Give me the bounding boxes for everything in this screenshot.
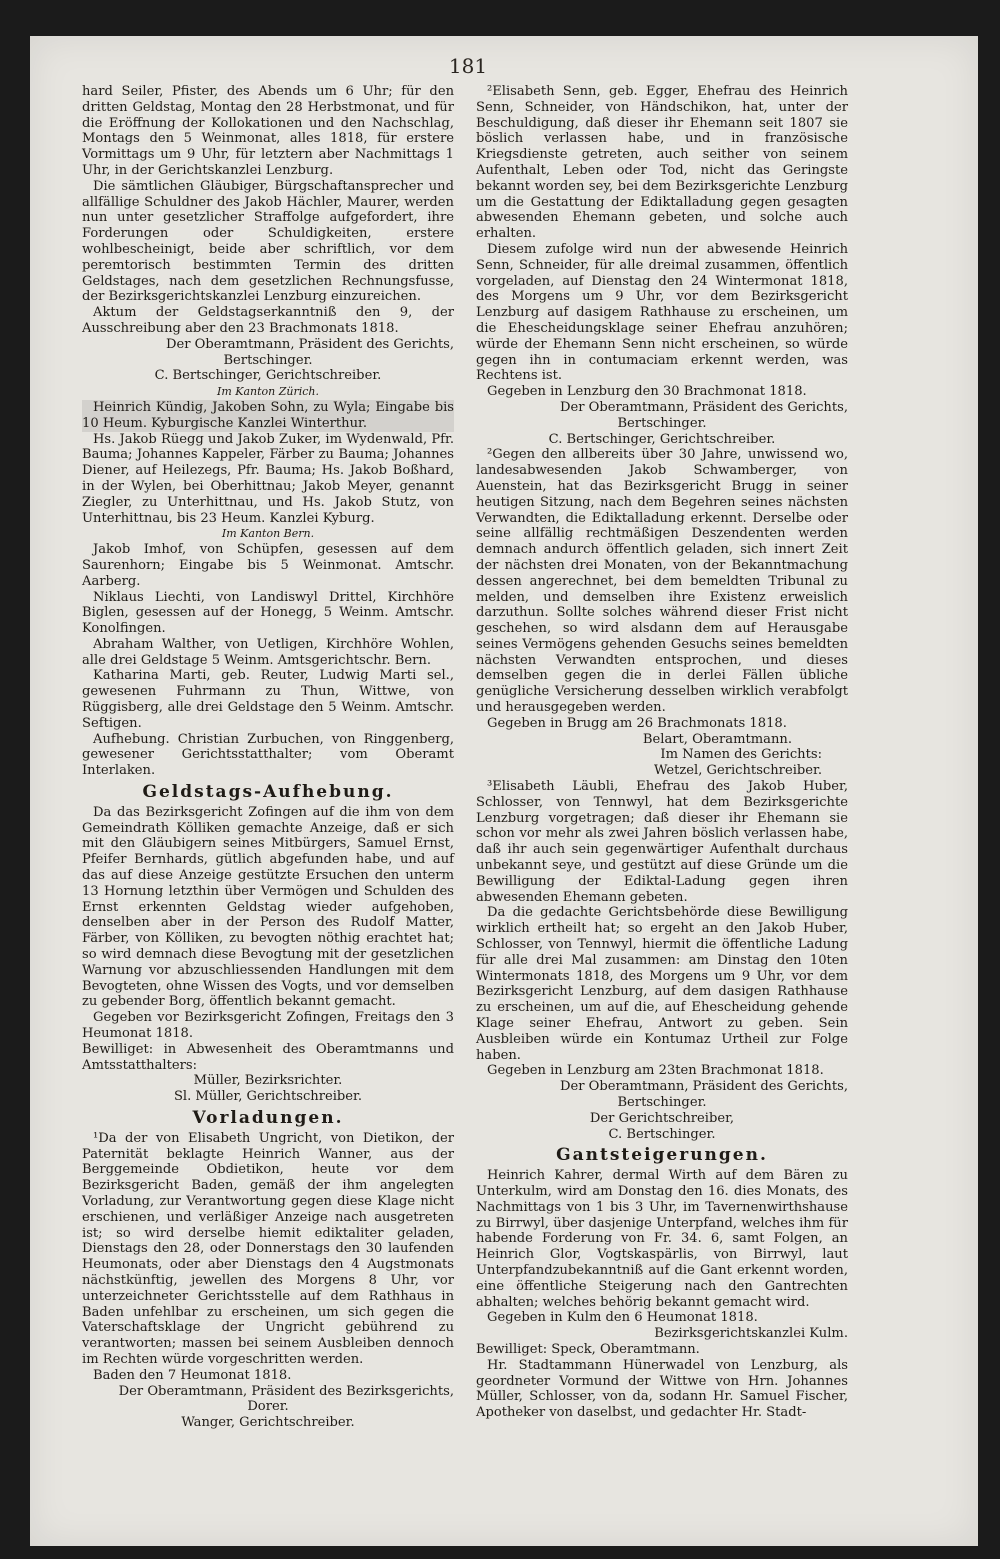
text-paragraph: Im Kanton Zürich.	[216, 385, 319, 399]
section-heading: Geldstags-Aufhebung.	[142, 782, 394, 803]
text-paragraph: Der Oberamtmann, Präsident des Gerichts,	[559, 1079, 848, 1095]
text-paragraph: Wetzel, Gerichtschreiber.	[653, 763, 822, 779]
text-paragraph: Der Gerichtschreiber,	[589, 1110, 735, 1126]
text-paragraph: C. Bertschinger, Gerichtschreiber.	[154, 368, 382, 384]
text-paragraph: Heinrich Kahrer, dermal Wirth auf dem Bären zu Unterkulm, wird am Donstag den 16. dies Monats, des Nachmittags von 1 bis 3 Uhr, im Tavernenwirthshause zu Birrwyl, über dasjenige Unterpfand, welches ihm für habende Forderung von Fr. 34. 6, samt Folgen, an Heinrich Glor, Vogtskaspärlis, von Birrwyl, laut Unterpfandzubekanntniß auf die Gant erkennt worden, eine öffentliche Steigerung nach den Gantrechten abhalten; welches behörig bekannt gemacht wird.	[476, 1168, 848, 1310]
text-paragraph: Müller, Bezirksrichter.	[193, 1073, 343, 1089]
page-number: 181	[448, 54, 488, 78]
text-paragraph: Gegeben in Lenzburg den 30 Brachmonat 1818.	[487, 384, 807, 400]
text-paragraph: ²Elisabeth Senn, geb. Egger, Ehefrau des Heinrich Senn, Schneider, von Händschikon, hat, unter der Beschuldigung, daß dieser ihr Ehemann seit 1807 sie böslich verlassen habe, und in französische Kriegsdienste getreten, auch seither von seinem Aufenthalt, Leben oder Tod, nicht das Geringste bekannt worden sey, bei dem Bezirksgerichte Lenzburg um die Gestattung der Ediktalladung gegen gesagten abwesenden Ehemann gebeten, und solche auch erhalten.	[476, 84, 848, 242]
text-paragraph: Belart, Oberamtmann.	[642, 731, 792, 747]
text-paragraph: Niklaus Liechti, von Landiswyl Drittel, Kirchhöre Biglen, gesessen auf der Honegg, 5 Weinm. Amtschr. Konolfingen.	[82, 589, 454, 637]
text-paragraph: C. Bertschinger, Gerichtschreiber.	[548, 431, 776, 447]
text-paragraph: Der Oberamtmann, Präsident des Gerichts,	[559, 399, 848, 415]
text-paragraph: Da die gedachte Gerichtsbehörde diese Bewilligung wirklich ertheilt hat; so ergeht an den Jakob Huber, Schlosser, von Tennwyl, hiermit die öffentliche Ladung für alle drei Mal zusammen: am Dinstag den 10ten Wintermonats 1818, des Morgens um 9 Uhr, vor dem Bezirksgericht Lenzburg, auf dem dasigen Rathhause zu erscheinen, um auf die, auf Ehescheidung gehende Klage seiner Ehefrau, Antwort zu geben. Sein Ausbleiben würde ein Kontumaz Urtheil zur Folge haben.	[476, 905, 848, 1063]
text-paragraph: ¹Da der von Elisabeth Ungricht, von Dietikon, der Paternität beklagte Heinrich Wanner, aus der Berggemeinde Obdietikon, heute vor dem Bezirksgericht Baden, gemäß der ihm angelegten Vorladung, zur Verantwortung gegen diese Klage nicht erschienen, und verläßiger Anzeige nach ausgetreten ist; so wird derselbe hiemit ediktaliter geladen, Dienstags den 28, oder Donnerstags den 30 laufenden Heumonats, oder aber Dienstags den 4 Augstmonats nächstkünftig, jewellen des Morgens 8 Uhr, vor unterzeichneter Gerichtsstelle auf dem Rathhaus in Baden unfehlbar zu erscheinen, um sich gegen die Vaterschaftsklage der Ungricht gebührend zu verantworten; massen bei seinem Ausbleiben dennoch im Rechten würde vorgeschritten werden.	[82, 1130, 454, 1367]
text-paragraph: Aufhebung. Christian Zurbuchen, von Ringgenberg, gewesener Gerichtsstatthalter; vom Oberamt Interlaken.	[82, 731, 454, 779]
text-paragraph: Aktum der Geldstagserkanntniß den 9, der Ausschreibung aber den 23 Brachmonats 1818.	[82, 305, 454, 336]
text-paragraph: Bertschinger.	[617, 1095, 707, 1110]
section-heading: Gantsteigerungen.	[556, 1145, 768, 1166]
text-paragraph: Bewilliget: Speck, Oberamtmann.	[476, 1341, 700, 1357]
text-paragraph: Heinrich Kündig, Jakoben Sohn, zu Wyla; Eingabe bis 10 Heum. Kyburgische Kanzlei Winterthur.	[82, 399, 454, 431]
text-paragraph: ²Gegen den allbereits über 30 Jahre, unwissend wo, landesabwesenden Jakob Schwamberger, von Auenstein, hat das Bezirksgericht Brugg in seiner heutigen Sitzung, nach dem Begehren seines nächsten Verwandten, die Ediktalladung erkennt. Derselbe oder seine allfällig rechtmäßigen Deszendenten werden demnach andurch öffentlich geladen, sich innert Zeit der nächsten drei Monaten, von der Bekanntmachung dessen angerechnet, bei dem bemeldten Tribunal zu melden, und demselben ihre Existenz erweislich darzuthun. Sollte solches während dieser Frist nicht geschehen, so wird alsdann dem auf Herausgabe seines Vermögens gehenden Gesuchs seines bemeldten nächsten Verwandten entsprochen, und dieses demselben gegen die in derlei Fällen übliche genügliche Versicherung desselben wirklich verabfolgt und herausgegeben werden.	[476, 447, 848, 716]
text-paragraph: C. Bertschinger.	[608, 1126, 716, 1142]
text-paragraph: Bezirksgerichtskanzlei Kulm.	[654, 1326, 848, 1342]
text-paragraph: Wanger, Gerichtschreiber.	[181, 1415, 355, 1431]
text-paragraph: Bewilliget: in Abwesenheit des Oberamtmanns und Amtsstatthalters:	[82, 1041, 454, 1073]
text-paragraph: Gegeben in Kulm den 6 Heumonat 1818.	[487, 1310, 758, 1326]
left-column	[82, 84, 454, 1431]
text-paragraph: Gegeben vor Bezirksgericht Zofingen, Freitags den 3 Heumonat 1818.	[82, 1010, 454, 1042]
text-paragraph: Bertschinger.	[223, 352, 313, 368]
text-paragraph: Da das Bezirksgericht Zofingen auf die ihm von dem Gemeindrath Kölliken gemachte Anzeige, daß er sich mit den Gläubigern seines Mitbürgers, Samuel Ernst, Pfeifer Bernhards, gütlich abgefunden habe, und auf das auf diese Anzeige gestützte Ersuchen den unterm 13 Hornung letzthin über Vermögen und Schulden des Ernst erkennten Geldstag wieder aufgehoben, denselben aber in der Person des Rudolf Matter, Färber, von Kölliken, zu bevogten nöthig erachtet hat; so wird demnach diese Bevogtung mit der gesetzlichen Warnung vor abzuschliessenden Handlungen mit dem Bevogteten, ohne Wissen des Vogts, und vor demselben zu gebender Borg, öffentlich bekannt gemacht.	[82, 804, 454, 1010]
text-paragraph: Gegeben in Lenzburg am 23ten Brachmonat 1818.	[487, 1063, 824, 1079]
right-column	[476, 84, 848, 1421]
text-paragraph: ³Elisabeth Läubli, Ehefrau des Jakob Huber, Schlosser, von Tennwyl, hat dem Bezirksgerichte Lenzburg vorgetragen; daß dieser ihr Ehemann sie schon vor mehr als zwei Jahren böslich verlassen habe, daß ihr auch sein gegenwärtiger Aufenthalt durchaus unbekannt seye, und gestützt auf diese Gründe um die Bewilligung der Ediktal-Ladung gegen ihren abwesenden Ehemann gebeten.	[476, 779, 848, 905]
text-paragraph: Sl. Müller, Gerichtschreiber.	[173, 1089, 363, 1105]
text-paragraph: Der Oberamtmann, Präsident des Bezirksgerichts,	[118, 1383, 454, 1399]
text-paragraph: Bertschinger.	[617, 415, 707, 431]
text-paragraph: Katharina Marti, geb. Reuter, Ludwig Marti sel., gewesenen Fuhrmann zu Thun, Wittwe, von Rüggisberg, alle drei Geldstage den 5 Weinm. Amtschr. Seftigen.	[82, 668, 454, 731]
text-paragraph: Der Oberamtmann, Präsident des Gerichts,	[165, 336, 454, 352]
text-paragraph: Abraham Walther, von Uetligen, Kirchhöre Wohlen, alle drei Geldstage 5 Weinm. Amtsgerichtschr. Bern.	[82, 636, 454, 668]
text-paragraph: Diesem zufolge wird nun der abwesende Heinrich Senn, Schneider, für alle dreimal zusammen, öffentlich vorgeladen, auf Dienstag den 24 Wintermonat 1818, des Morgens um 9 Uhr, vor dem Bezirksgericht Lenzburg auf dasigem Rathhause zu erscheinen, um die Ehescheidungsklage seiner Ehefrau anzuhören; würde der Ehemann Senn nicht erscheinen, so würde gegen ihn in contumaciam erkennt werden, was Rechtens ist.	[476, 241, 848, 384]
text-paragraph: Im Namen des Gerichts:	[660, 747, 822, 763]
text-paragraph: Hr. Stadtammann Hünerwadel von Lenzburg, als geordneter Vormund der Wittwe von Hrn. Johannes Müller, Schlosser, von da, sodann Hr. Samuel Fischer, Apotheker von daselbst, und gedachter Hr. Stadt-	[476, 1357, 848, 1421]
text-paragraph: Hs. Jakob Rüegg und Jakob Zuker, im Wydenwald, Pfr. Bauma; Johannes Kappeler, Färber zu Bauma; Johannes Diener, auf Heilezegs, Pfr. Bauma; Hs. Jakob Boßhard, in der Wylen, bei Oberhittnau; Jakob Meyer, genannt Ziegler, zu Unterhittnau, und Hs. Jakob Stutz, von Unterhittnau, bis 23 Heum. Kanzlei Kyburg.	[82, 431, 454, 526]
text-paragraph: hard Seiler, Pfister, des Abends um 6 Uhr; für den dritten Geldstag, Montag den 28 Herbstmonat, und für die Eröffnung der Kollokationen und den Nachschlag, Montags den 5 Weinmonat, alles 1818, für erstere Vormittags um 9 Uhr, für letztern aber Nachmittags 1 Uhr, in der Gerichtskanzlei Lenzburg.	[82, 84, 454, 178]
text-paragraph: Baden den 7 Heumonat 1818.	[93, 1367, 292, 1383]
text-paragraph: Jakob Imhof, von Schüpfen, gesessen auf dem Saurenhorn; Eingabe bis 5 Weinmonat. Amtschr. Aarberg.	[82, 542, 454, 589]
text-paragraph: Im Kanton Bern.	[221, 527, 315, 541]
text-paragraph: Dorer.	[247, 1399, 289, 1415]
text-paragraph: Gegeben in Brugg am 26 Brachmonats 1818.	[487, 715, 787, 731]
text-paragraph: Die sämtlichen Gläubiger, Bürgschaftansprecher und allfällige Schuldner des Jakob Hächler, Maurer, werden nun unter gesetzlicher Straffolge aufgefordert, ihre Forderungen oder Schuldigkeiten, erstere wohlbescheinigt, beide aber schriftlich, vor dem peremtorisch bestimmten Termin des dritten Geldstages, nach dem gesetzlichen Rechnungsfusse, der Bezirksgerichtskanzlei Lenzburg einzureichen.	[82, 178, 454, 305]
section-heading: Vorladungen.	[192, 1108, 344, 1128]
